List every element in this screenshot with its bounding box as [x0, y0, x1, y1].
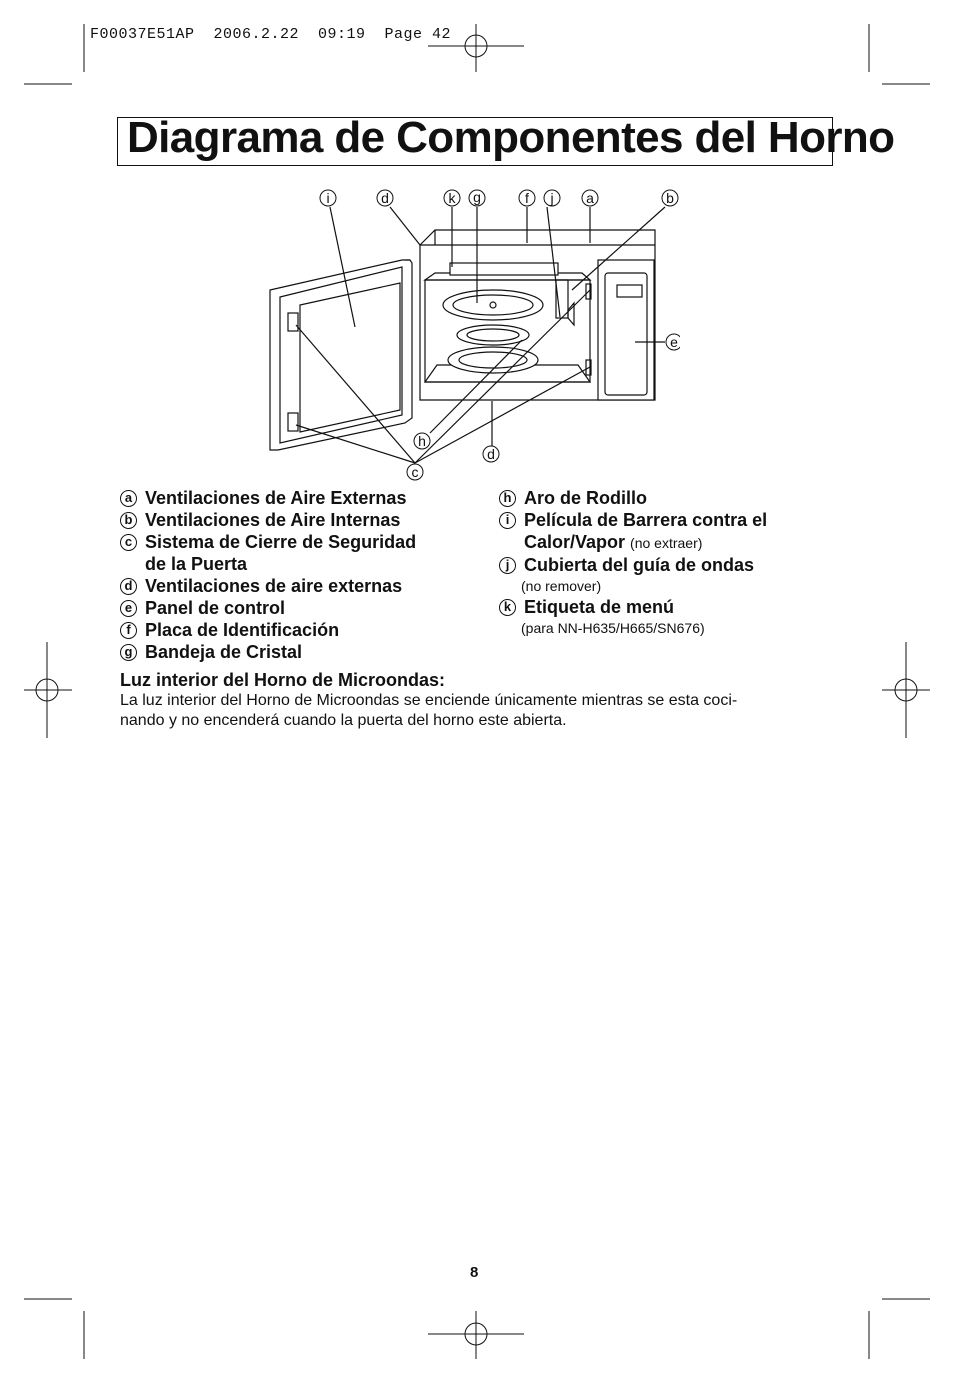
legend-item-f: f Placa de Identificación	[120, 619, 416, 641]
legend-item-a: a Ventilaciones de Aire Externas	[120, 487, 416, 509]
interior-light-text	[120, 691, 820, 731]
interior-light-line-1: La luz interior del Horno de Microondas se enciende únicamente mientras se esta coci-	[120, 692, 738, 709]
legend-item-j-note: (no remover)	[521, 578, 602, 594]
label-b	[662, 190, 678, 206]
badge-j: j	[499, 557, 516, 574]
legend-item-k: k Etiqueta de menú	[499, 596, 767, 618]
label-j	[544, 190, 560, 206]
label-e	[666, 334, 680, 350]
svg-text:g: g	[473, 189, 481, 205]
svg-text:d: d	[487, 446, 495, 462]
label-a	[582, 190, 598, 206]
badge-i: i	[499, 512, 516, 529]
badge-k: k	[499, 599, 516, 616]
label-i	[320, 190, 336, 206]
legend-item-c: c Sistema de Cierre de Seguridad	[120, 531, 416, 553]
legend-item-c-cont: de la Puerta	[145, 554, 248, 574]
label-h	[414, 433, 430, 449]
legend-item-e: e Panel de control	[120, 597, 416, 619]
badge-b: b	[120, 512, 137, 529]
svg-text:h: h	[418, 433, 426, 449]
legend-item-h: h Aro de Rodillo	[499, 487, 767, 509]
label-g	[469, 189, 485, 206]
svg-text:i: i	[326, 190, 330, 206]
badge-h: h	[499, 490, 516, 507]
label-f	[519, 190, 535, 206]
svg-text:c: c	[411, 464, 419, 480]
svg-text:j: j	[550, 190, 554, 206]
svg-text:f: f	[525, 190, 529, 206]
svg-text:e: e	[670, 334, 678, 350]
interior-light-line-2: nando y no encenderá cuando la puerta del horno este abierta.	[120, 712, 567, 729]
badge-d: d	[120, 578, 137, 595]
badge-c: c	[120, 534, 137, 551]
badge-e: e	[120, 600, 137, 617]
legend-item-d: d Ventilaciones de aire externas	[120, 575, 416, 597]
print-slug: F00037E51AP 2006.2.22 09:19 Page 42	[90, 26, 452, 43]
legend-item-i: i Película de Barrera contra el	[499, 509, 767, 531]
interior-light-heading: Luz interior del Horno de Microondas:	[120, 670, 446, 690]
badge-a: a	[120, 490, 137, 507]
svg-text:d: d	[381, 190, 389, 206]
oven-diagram	[260, 185, 680, 485]
legend-item-b: b Ventilaciones de Aire Internas	[120, 509, 416, 531]
legend-left	[120, 487, 416, 663]
legend-right	[499, 487, 767, 638]
label-d-bottom	[483, 446, 499, 462]
badge-g: g	[120, 644, 137, 661]
legend-item-j: j Cubierta del guía de ondas	[499, 554, 767, 576]
svg-text:a: a	[586, 190, 594, 206]
page-number: 8	[470, 1264, 479, 1281]
svg-text:b: b	[666, 190, 674, 206]
svg-text:k: k	[448, 190, 456, 206]
legend-item-k-note: (para NN-H635/H665/SN676)	[521, 620, 705, 636]
page-title: Diagrama de Componentes del Horno	[127, 113, 895, 162]
label-c	[407, 464, 423, 480]
label-k	[444, 190, 460, 206]
badge-f: f	[120, 622, 137, 639]
label-d-top	[377, 190, 393, 206]
legend-item-i-cont: Calor/Vapor (no extraer)	[524, 532, 703, 552]
legend-item-g: g Bandeja de Cristal	[120, 641, 416, 663]
